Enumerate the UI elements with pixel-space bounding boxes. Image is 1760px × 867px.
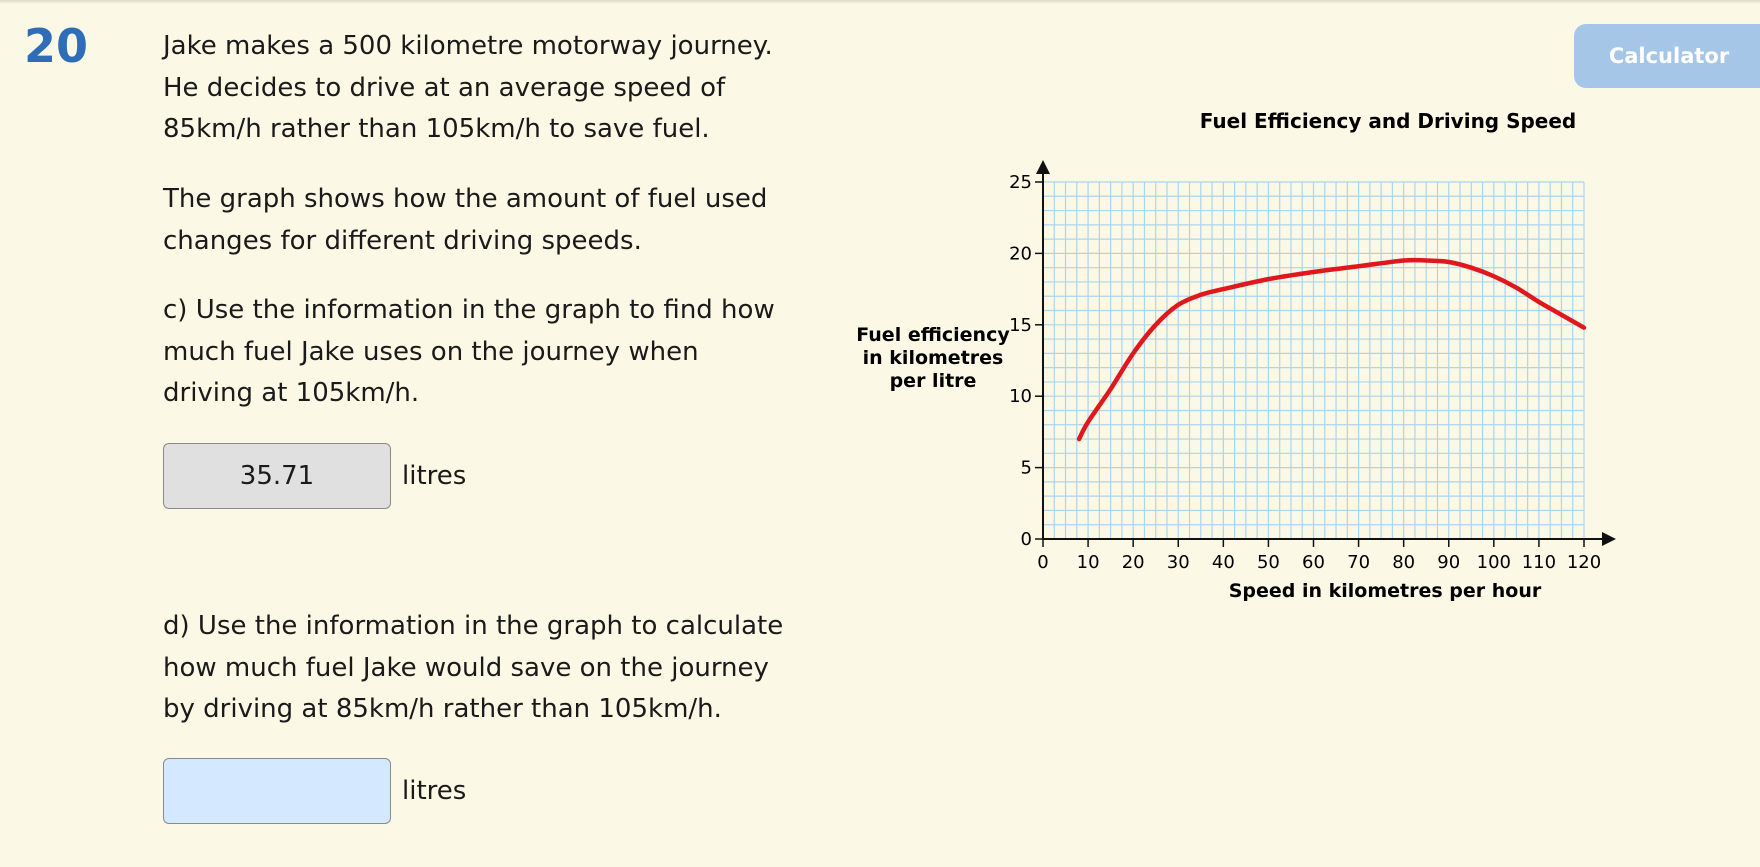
chart-grid: [1043, 182, 1584, 539]
part-d-line: by driving at 85km/h rather than 105km/h.: [163, 694, 722, 724]
y-axis-label-line: in kilometres: [862, 347, 1004, 369]
x-tick-label: 80: [1392, 552, 1416, 573]
part-c-line: much fuel Jake uses on the journey when: [163, 336, 699, 367]
fuel-efficiency-chart: [840, 100, 1720, 620]
part-c-unit: litres: [402, 461, 467, 491]
calculator-button[interactable]: Calculator: [1574, 24, 1760, 88]
y-tick-label: 20: [1009, 243, 1032, 265]
x-tick-label: 0: [1037, 552, 1049, 573]
part-d-prompt: [163, 606, 783, 731]
x-tick-label: 90: [1437, 552, 1461, 573]
top-divider: [0, 0, 1760, 4]
chart-ticks: [1009, 172, 1601, 573]
y-axis-label-line: per litre: [889, 370, 977, 392]
graph-line: The graph shows how the amount of fuel used: [163, 184, 768, 214]
y-tick-label: 25: [1009, 172, 1032, 193]
part-c-answer-input[interactable]: [163, 443, 391, 509]
x-tick-label: 110: [1521, 552, 1557, 573]
x-axis-label: Speed in kilometres per hour: [1228, 580, 1542, 602]
x-tick-label: 50: [1256, 552, 1280, 573]
chart-series: [1079, 260, 1584, 439]
y-tick-label: 10: [1009, 386, 1032, 408]
graph-line: changes for different driving speeds.: [163, 225, 642, 256]
graph-description: [163, 179, 767, 262]
part-d-line: d) Use the information in the graph to calculate: [163, 611, 784, 641]
question-number: 20: [24, 19, 89, 73]
y-tick-label: 0: [1020, 529, 1032, 550]
fuel-efficiency-curve: [1079, 260, 1584, 439]
x-tick-label: 60: [1302, 552, 1325, 573]
x-tick-label: 100: [1476, 552, 1512, 573]
x-tick-label: 70: [1347, 552, 1371, 573]
y-tick-label: 5: [1020, 457, 1032, 479]
x-axis-arrow: [1602, 532, 1616, 546]
x-tick-label: 30: [1166, 552, 1190, 573]
chart-title: Fuel Efficiency and Driving Speed: [1199, 109, 1577, 133]
y-axis-label-line: Fuel efficiency: [856, 324, 1010, 346]
intro-line: Jake makes a 500 kilometre motorway journey.: [163, 31, 773, 61]
part-c-prompt: [163, 290, 775, 415]
part-c-line: c) Use the information in the graph to find how: [163, 295, 775, 325]
question-intro: [163, 26, 773, 151]
x-tick-label: 10: [1076, 552, 1100, 573]
intro-line: 85km/h rather than 105km/h to save fuel.: [163, 114, 710, 144]
x-tick-label: 40: [1211, 552, 1235, 573]
part-d-unit: litres: [402, 776, 467, 806]
intro-line: He decides to drive at an average speed of: [163, 72, 726, 103]
x-tick-label: 20: [1121, 552, 1145, 573]
x-tick-label: 120: [1566, 552, 1602, 573]
part-d-line: how much fuel Jake would save on the journey: [163, 652, 769, 683]
part-c-line: driving at 105km/h.: [163, 378, 420, 408]
y-axis-arrow: [1036, 160, 1050, 174]
part-d-answer-input[interactable]: [163, 758, 391, 824]
y-tick-label: 15: [1009, 314, 1032, 336]
